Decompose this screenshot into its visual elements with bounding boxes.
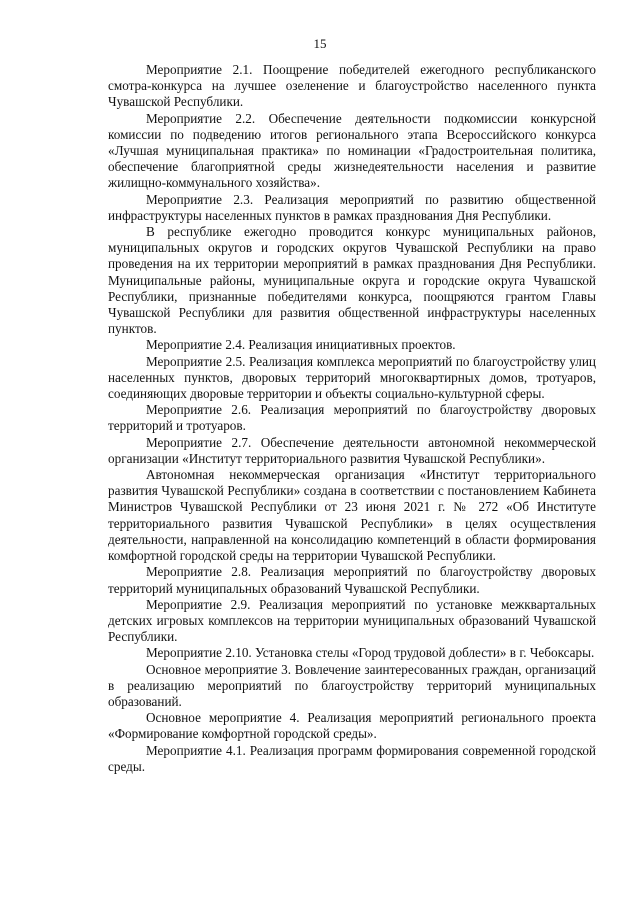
paragraph-measure-2-2: Мероприятие 2.2. Обеспечение деятельности подкомиссии конкурсной комиссии по подведению итогов регионального этапа Всероссийского конкурса «Лучшая муниципальная практика» по номинации «Градостроительная политика, обеспечение благоприятной среды жизнедеятельности населения и развитие жилищно-коммунального хозяйства». — [108, 110, 596, 191]
paragraph-main-measure-4: Основное мероприятие 4. Реализация мероприятий регионального проекта «Формирование комфортной городской среды». — [108, 710, 596, 742]
paragraph-measure-2-6: Мероприятие 2.6. Реализация мероприятий по благоустройству дворовых территорий и тротуаров. — [108, 402, 596, 434]
paragraph-measure-2-8: Мероприятие 2.8. Реализация мероприятий по благоустройству дворовых территорий муниципальных образований Чувашской Республики. — [108, 564, 596, 596]
document-body — [108, 62, 596, 775]
paragraph-measure-2-10: Мероприятие 2.10. Установка стелы «Город трудовой доблести» в г. Чебоксары. — [146, 645, 595, 661]
paragraph-measure-2-5: Мероприятие 2.5. Реализация комплекса мероприятий по благоустройству улиц населенных пунктов, дворовых территорий многоквартирных домов, тротуаров, соединяющих дворовые территории и объекты социально-культурной сферы. — [108, 353, 596, 402]
paragraph-institute-description: Автономная некоммерческая организация «Институт территориального развития Чувашской Республики» создана в соответствии с постановлением Кабинета Министров Чувашской Республики от 23 июня 2021 г. № 272 «Об Институте территориального развития Чувашской Республики» в целях осуществления деятельности, направленной на консолидацию компетенций в области формирования комфортной городской среды на территории Чувашской Республики. — [108, 467, 596, 564]
paragraph-measure-2-1: Мероприятие 2.1. Поощрение победителей ежегодного республиканского смотра-конкурса на лучшее озеленение и благоустройство населенного пункта Чувашской Республики. — [108, 62, 596, 110]
paragraph-measure-2-9: Мероприятие 2.9. Реализация мероприятий по установке межквартальных детских игровых комплексов на территории муниципальных образований Чувашской Республики. — [108, 596, 596, 645]
paragraph-measure-2-3: Мероприятие 2.3. Реализация мероприятий по развитию общественной инфраструктуры населенных пунктов в рамках празднования Дня Республики. — [108, 191, 596, 223]
paragraph-main-measure-3: Основное мероприятие 3. Вовлечение заинтересованных граждан, организаций в реализацию мероприятий по благоустройству территорий муниципальных образований. — [108, 661, 596, 709]
paragraph-contest-description: В республике ежегодно проводится конкурс муниципальных районов, муниципальных округов и городских округов Чувашской Республики на право проведения на их территории мероприятий в рамках празднования Дня Республики. Муниципальные районы, муниципальные округа и городские округа Чувашской Республики, признанные победителями конкурса, поощряются грантом Главы Чувашской Республики для развития общественной инфраструктуры населенных пунктов. — [108, 224, 596, 337]
page-number: 15 — [313, 36, 327, 51]
paragraph-measure-4-1: Мероприятие 4.1. Реализация программ формирования современной городской среды. — [108, 742, 596, 774]
paragraph-measure-2-7: Мероприятие 2.7. Обеспечение деятельности автономной некоммерческой организации «Институт территориального развития Чувашской Республики». — [108, 434, 596, 466]
paragraph-measure-2-4: Мероприятие 2.4. Реализация инициативных проектов. — [146, 337, 456, 353]
